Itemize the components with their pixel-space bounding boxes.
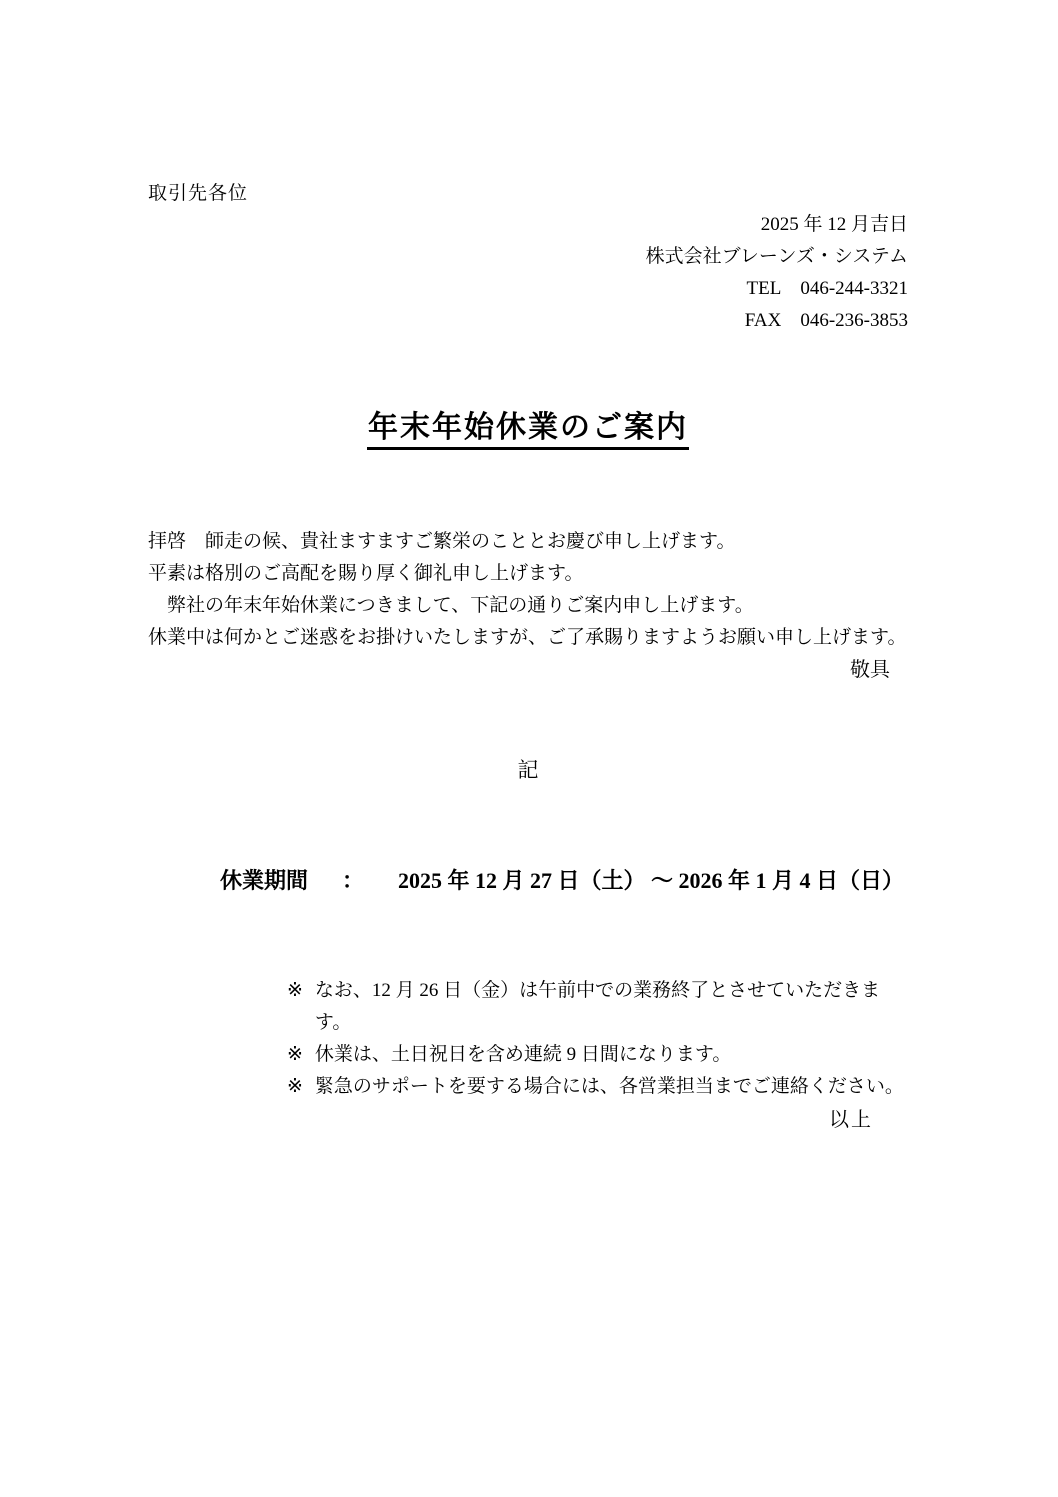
notes-list	[287, 975, 908, 1103]
note-item	[287, 1071, 908, 1103]
note-marker: ※	[287, 1044, 303, 1065]
note-marker: ※	[287, 1076, 303, 1097]
note-text: 休業は、土日祝日を含め連続 9 日間になります。	[314, 1044, 732, 1065]
holiday-period-value: 2025 年 12 月 27 日（土） ～ 2026 年 1 月 4 日（日）	[398, 868, 905, 893]
note-item	[287, 975, 908, 1039]
fax-line	[646, 305, 908, 337]
fax-number: 046-236-3853	[800, 310, 908, 331]
holiday-period-line	[220, 862, 904, 900]
tel-line	[646, 273, 908, 305]
title-row	[148, 410, 908, 450]
sender-block	[646, 209, 908, 337]
fax-label: FAX	[744, 310, 782, 331]
body-paragraph: 拝啓 師走の候、貴社ますますご繁栄のこととお慶び申し上げます。	[148, 531, 736, 552]
tel-number: 046-244-3321	[800, 278, 908, 299]
note-text: なお、12 月 26 日（金）は午前中での業務終了とさせていただきます。	[314, 980, 881, 1033]
recipient-line: 取引先各位	[148, 183, 249, 204]
closing-keigu: 敬具	[850, 659, 890, 681]
note-text: 緊急のサポートを要する場合には、各営業担当までご連絡ください。	[314, 1076, 904, 1097]
letter-content	[148, 0, 908, 1497]
record-marker-ki: 記	[517, 758, 539, 782]
date-line: 2025 年 12 月吉日	[760, 214, 908, 235]
body-paragraph: 弊社の年末年始休業につきまして、下記の通りご案内申し上げます。	[148, 595, 754, 616]
holiday-period-separator: ：	[342, 868, 365, 893]
document-title: 年末年始休業のご案内	[367, 410, 689, 450]
end-marker-ijou: 以上	[829, 1109, 873, 1131]
letter-body	[148, 526, 908, 686]
tel-label: TEL	[746, 278, 782, 299]
note-marker: ※	[287, 980, 303, 1001]
body-paragraph: 平素は格別のご高配を賜り厚く御礼申し上げます。	[148, 563, 584, 584]
holiday-period-label: 休業期間	[220, 868, 309, 893]
company-name-line: 株式会社ブレーンズ・システム	[645, 246, 908, 267]
note-item	[287, 1039, 908, 1071]
body-paragraph: 休業中は何かとご迷惑をお掛けいたしますが、ご了承賜りますようお願い申し上げます。	[148, 627, 907, 648]
